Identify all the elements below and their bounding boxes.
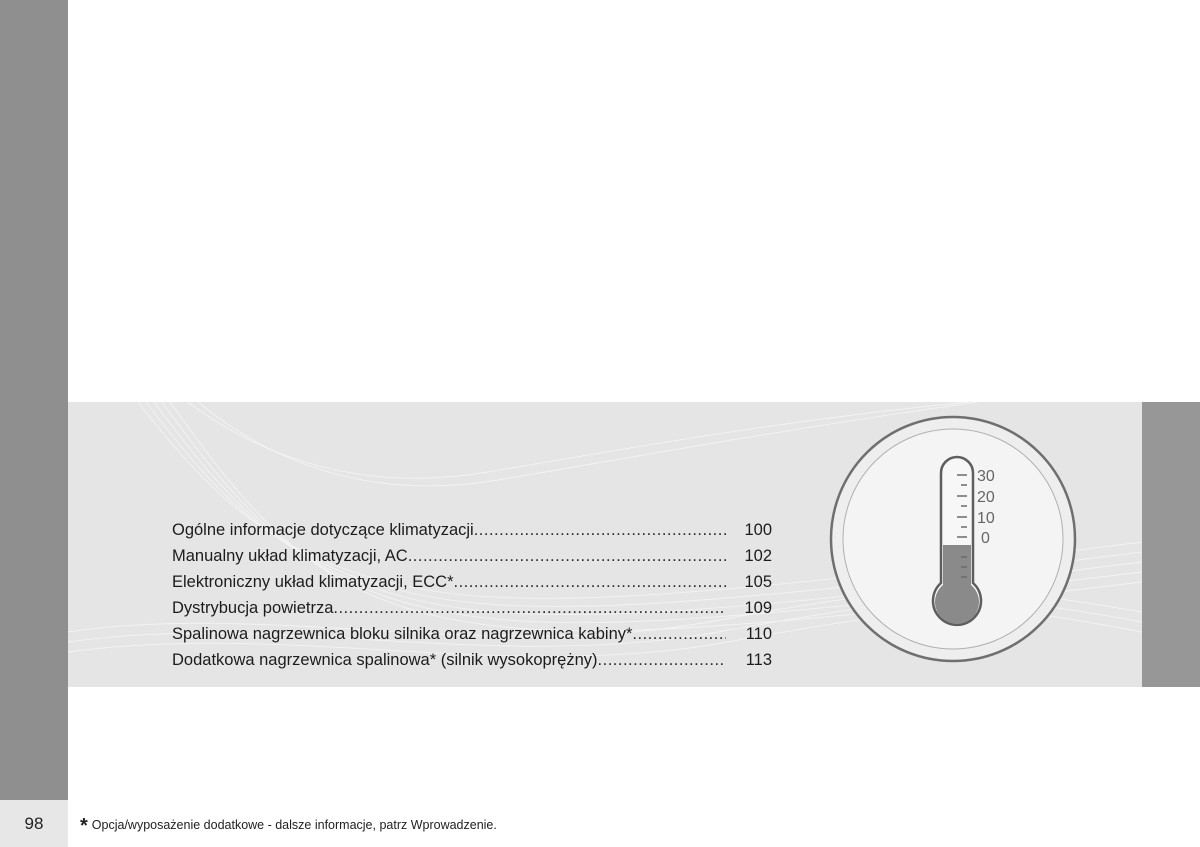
toc-entry[interactable] <box>172 521 772 547</box>
toc-entry-page: 102 <box>744 547 772 565</box>
thermometer-icon <box>829 415 1077 663</box>
scale-label: 20 <box>977 489 995 506</box>
scale-label: 30 <box>977 468 995 485</box>
table-of-contents <box>172 521 772 677</box>
toc-entry[interactable] <box>172 651 772 677</box>
footnote-star: * <box>80 815 88 837</box>
toc-entry-title: Elektroniczny układ klimatyzacji, ECC* <box>172 573 454 591</box>
toc-entry-page: 105 <box>744 573 772 591</box>
toc-entry[interactable] <box>172 547 772 573</box>
toc-entry-page: 100 <box>744 521 772 539</box>
scale-label: 10 <box>977 510 995 527</box>
toc-entry-page: 109 <box>744 599 772 617</box>
dot-leader <box>454 573 726 592</box>
toc-entry-page: 110 <box>745 625 772 643</box>
toc-entry-title: Dystrybucja powietrza <box>172 599 334 617</box>
toc-entry[interactable] <box>172 625 772 651</box>
toc-entry[interactable] <box>172 599 772 625</box>
toc-entry-title: Ogólne informacje dotyczące klimatyzacji <box>172 521 474 539</box>
dot-leader <box>474 521 726 540</box>
left-margin-bar <box>0 0 68 847</box>
toc-entry-page: 113 <box>745 651 772 669</box>
footnote <box>80 815 497 838</box>
toc-entry-title: Dodatkowa nagrzewnica spalinowa* (silnik wysokoprężny) <box>172 651 598 669</box>
page-number: 98 <box>0 800 68 847</box>
dot-leader <box>408 547 726 566</box>
dot-leader <box>632 625 726 644</box>
toc-entry-title: Manualny układ klimatyzacji, AC <box>172 547 408 565</box>
dot-leader <box>598 651 726 670</box>
chapter-tab <box>1142 402 1200 687</box>
footnote-text: Opcja/wyposażenie dodatkowe - dalsze informacje, patrz Wprowadzenie. <box>91 818 497 832</box>
toc-entry[interactable] <box>172 573 772 599</box>
dot-leader <box>333 599 726 618</box>
scale-label: 0 <box>981 530 990 547</box>
toc-entry-title: Spalinowa nagrzewnica bloku silnika oraz nagrzewnica kabiny* <box>172 625 633 643</box>
